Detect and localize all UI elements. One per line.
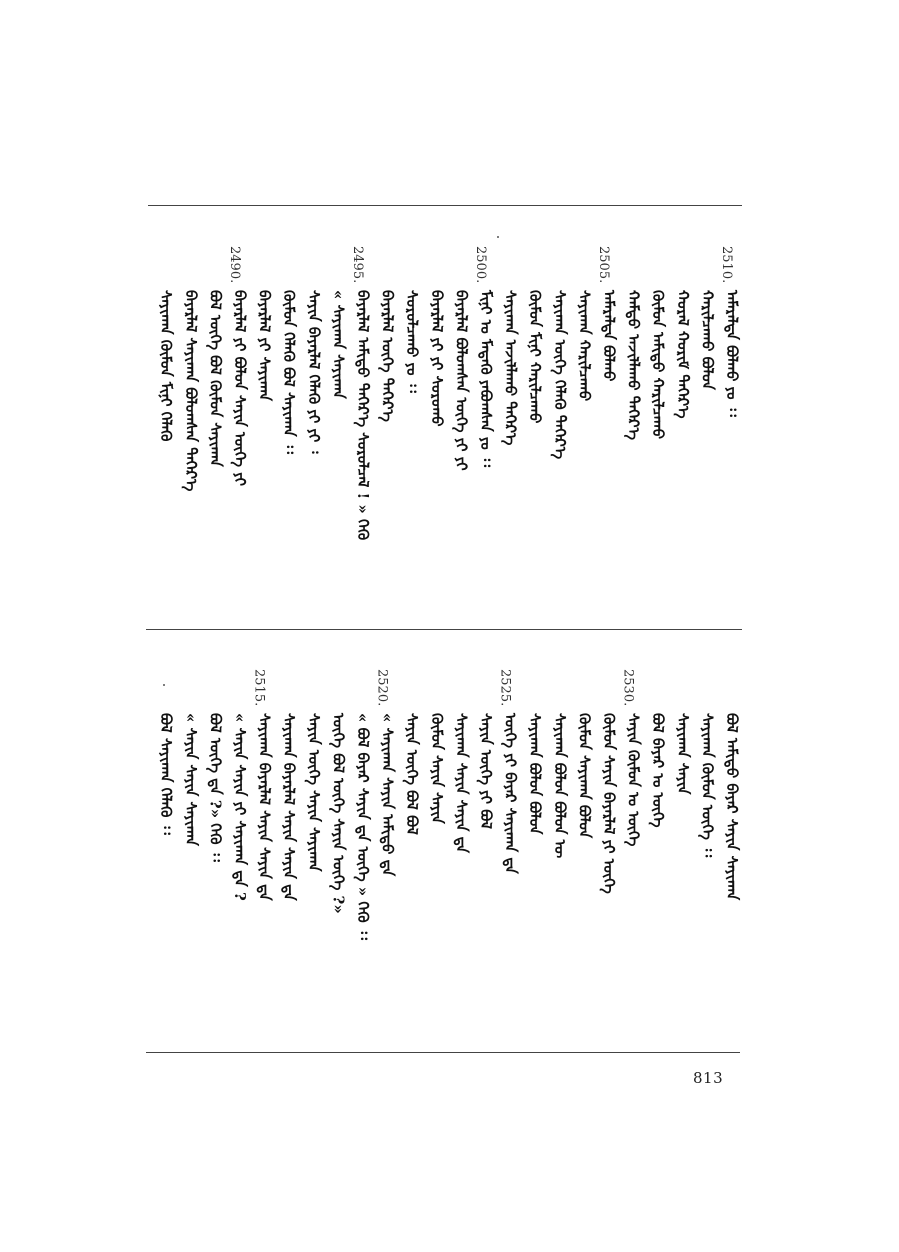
line-number: 2505. <box>596 246 611 284</box>
verse-line: ᠬᠦᠮᠦᠨ ᠰᠠᠶᠢᠨ ᠰᠠᠶᠢᠨ <box>427 713 446 824</box>
verse-line: ᠪᠠᠶᠠᠷᠯᠠᠯ ᠦᠭᠡ ᠳᠡᠭᠡᠷ᠎ᠡ <box>378 290 397 422</box>
verse-line: ᠦᠭᠡ ᠪᠣᠯ ᠦᠭᠡ ᠰᠠᠶᠢᠨ ᠦᠭᠡ ?» <box>329 713 348 914</box>
verse-line: ᠰᠠᠶᠢᠬᠠᠨ ᠪᠠᠶᠠᠷᠯᠠᠯ ᠰᠠᠶᠢᠨ ᠰᠠᠶᠢᠨ ᠳᠡ <box>255 713 274 901</box>
verse-line: ᠬᠤᠷᠠᠯ ᠬᠤᠷᠢᠮ ᠳᠡᠭᠡᠷ᠎ᠡ <box>673 290 692 419</box>
verse-line: ᠪᠣᠯ ᠦᠭᠡ ᠳᠡ ?᠋» ᠭᠡᠬᠦ ᠄᠄ <box>206 713 225 862</box>
verse-line: ᠬᠠᠷᠢᠯᠴᠠᠬᠤ ᠪᠣᠯᠤᠨ <box>698 290 717 390</box>
verse-line: ᠪᠠᠶᠠᠷᠯᠠᠯ ᠶᠢ ᠪᠣᠯᠤᠨ ᠰᠠᠶᠢᠨ ᠦᠭᠡ ᠶᠢ <box>231 290 249 487</box>
verse-line: ᠬᠦᠮᠦᠨ ᠮᠢᠨᠢ ᠬᠠᠷᠢᠯᠴᠠᠬᠤ <box>526 290 545 424</box>
verse-line: ᠰᠠᠶᠢᠬᠠᠨ ᠪᠣᠯᠤᠨ ᠪᠣᠯᠤᠨ <box>526 713 545 835</box>
bottom-rule <box>146 1052 740 1053</box>
verse-line: « ᠰᠠᠶᠢᠨ ᠰᠠᠶᠢᠨ ᠰᠠᠶᠢᠬᠠᠨ <box>181 713 200 846</box>
verse-line: ᠰᠠᠶᠢᠨ ᠦᠭᠡ ᠶᠢ ᠪᠣᠯ <box>477 713 495 829</box>
verse-line: ᠪᠣᠯ ᠰᠠᠶᠢᠬᠠᠨ ᠬᠡᠯᠡᠬᠦ ᠄᠄ <box>157 713 176 835</box>
verse-line: ᠪᠠᠶᠠᠷᠯᠠᠯ ᠶᠢ ᠰᠠᠶᠢᠬᠠᠨ <box>255 290 274 402</box>
verse-line: ᠰᠠᠶᠢᠨ ᠬᠦᠮᠦᠨ ᠤ ᠦᠭᠡ <box>624 713 643 847</box>
verse-line: ᠰᠠᠶᠢᠨ ᠦᠭᠡ ᠪᠣᠯ ᠪᠣᠯ <box>403 713 422 835</box>
page-number: 813 <box>693 1069 724 1087</box>
verse-line: « ᠰᠠᠶᠢᠬᠠᠨ ᠰᠠᠶᠢᠨ ᠠᠮᠢᠳᠤ ᠳᠡ <box>378 713 397 877</box>
verse-line: ᠪᠣᠯ ᠠᠮᠢᠳᠤ ᠪᠠᠶᠠᠷ ᠰᠠᠶᠢᠨ ᠰᠠᠶᠢᠬᠠᠨ <box>723 713 741 901</box>
line-number: 2495. <box>350 246 365 284</box>
verse-line: ᠬᠦᠮᠦᠨ ᠰᠠᠶᠢᠨ ᠪᠠᠶᠠᠷᠯᠠᠯ ᠶᠢ ᠦᠭᠡ <box>600 713 618 894</box>
verse-line: ᠮᠢᠨᠢ ᠤ ᠮᠡᠳᠡᠬᠦ ᠶᠠᠪᠤᠭᠰᠠᠨ ᠶᠤ ᠄᠄ <box>477 290 495 468</box>
verse-line: ᠰᠠᠶᠢᠬᠠᠨ ᠬᠦᠮᠦᠨ ᠦᠭᠡ ᠄᠄ <box>698 713 717 858</box>
line-number: 2530. <box>620 669 636 707</box>
verse-line: ᠰᠠᠶᠢᠬᠠᠨ ᠦᠭᠡ ᠬᠡᠯᠡᠬᠦ ᠳᠡᠭᠡᠷ᠎ᠡ <box>550 290 569 460</box>
line-number: 2515. <box>251 669 267 707</box>
verse-line: « ᠰᠠᠶᠢᠬᠠᠨ ᠰᠠᠶᠢᠬᠠᠨ <box>329 290 348 399</box>
line-number: 2500. <box>473 246 488 284</box>
top-rule <box>148 205 742 206</box>
verse-line: ᠰᠠᠶᠢᠨ ᠪᠠᠶᠠᠷᠯᠠᠯ ᠬᠡᠯᠡᠬᠦ ᠶᠢ ᠶᠢ ᠄ <box>304 290 323 454</box>
verse-line: ᠦᠭᠡ ᠶᠢ ᠪᠠᠶᠠᠷ ᠰᠠᠶᠢᠬᠠᠨ ᠳᠡ <box>501 713 520 874</box>
line-number: 2510. <box>719 246 734 284</box>
verse-line: ᠰᠠᠶᠢᠬᠠᠨ ᠰᠠᠶᠢᠨ <box>673 713 692 795</box>
verse-line: ᠰᠠᠶᠢᠬᠠᠨ ᠪᠣᠯᠤᠨ ᠪᠣᠯᠤᠨ ᠦ <box>550 713 569 859</box>
speck-mark <box>497 236 499 238</box>
verse-line: ᠪᠠᠶᠠᠷᠯᠠᠯ ᠰᠠᠶᠢᠬᠠᠨ ᠪᠣᠯᠤᠭᠰᠠᠨ ᠳᠡᠭᠡᠷ᠎ᠡ <box>181 290 200 492</box>
verse-line: « ᠰᠠᠶᠢᠨ ᠰᠠᠶᠢᠨ ᠶᠢ ᠰᠠᠶᠢᠬᠠᠨ ᠳᠡ ? <box>231 713 249 901</box>
verse-line: ᠰᠠᠶᠢᠬᠠᠨ ᠪᠠᠶᠠᠷᠯᠠᠯ ᠰᠠᠶᠢᠨ ᠰᠠᠶᠢᠨ ᠳᠡ <box>280 713 299 901</box>
speck-mark <box>163 684 165 686</box>
verse-line: ᠪᠣᠯ ᠪᠠᠶᠠᠷ ᠤ ᠦᠭᠡ <box>649 713 668 828</box>
verse-line: ᠰᠠᠶᠢᠨ ᠦᠭᠡ ᠰᠠᠶᠢᠨ ᠰᠠᠶᠢᠬᠠᠨ <box>304 713 323 872</box>
verse-line: ᠰᠠᠶᠢᠬᠠᠨ ᠬᠠᠷᠢᠯᠴᠠᠬᠤ <box>575 290 594 402</box>
verse-line: ᠠᠮᠠᠷᠠᠯᠲᠠ ᠪᠣᠯᠬᠤ <box>600 290 618 382</box>
verse-line: « ᠪᠣᠯ ᠪᠠᠶᠠᠷ ᠰᠠᠶᠢᠨ ᠳᠡ ᠦᠭᠡ » ᠭᠡᠬᠦ ᠄᠄ <box>354 713 372 940</box>
line-number: 2520. <box>374 669 390 707</box>
verse-line: ᠪᠣᠯ ᠦᠭᠡ ᠪᠣᠯ ᠬᠦᠮᠦᠨ ᠰᠠᠶᠢᠬᠠᠨ <box>206 290 225 467</box>
verse-line: ᠪᠠᠶᠠᠷᠯᠠᠯ ᠶᠢ ᠶᠢ ᠰᠤᠷᠤᠬᠤ <box>427 290 446 427</box>
verse-line: ᠬᠠᠮᠲᠤ ᠠᠵᠢᠯᠯᠠᠬᠤ ᠳᠡᠭᠡᠷ᠎ᠡ <box>624 290 643 440</box>
verse-line: ᠪᠠᠶᠠᠷᠯᠠᠯ ᠪᠣᠯᠤᠭᠰᠠᠨ ᠦᠭᠡ ᠶᠢ ᠶᠢ <box>452 290 471 471</box>
verse-line: ᠰᠠᠶᠢᠬᠠᠨ ᠬᠦᠮᠦᠨ ᠮᠢᠨᠢ ᠬᠡᠯᠡᠬᠦ <box>157 290 176 442</box>
verse-line: ᠬᠦᠮᠦᠨ ᠬᠡᠯᠡᠬᠦ ᠪᠣᠯ ᠰᠠᠶᠢᠬᠠᠨ ᠄᠄ <box>280 290 299 454</box>
verse-line: ᠰᠤᠷᠤᠯᠴᠠᠬᠤ ᠶᠤ ᠄᠄ <box>403 290 422 393</box>
line-number: 2525. <box>497 669 513 707</box>
verse-line: ᠬᠦᠮᠦᠨ ᠰᠠᠶᠢᠬᠠᠨ ᠪᠣᠯᠤᠨ <box>575 713 594 839</box>
verse-line: ᠪᠠᠶᠠᠷᠯᠠᠯ ᠠᠮᠢᠳᠤ ᠳᠡᠭᠡᠷ᠎ᠡ ᠰᠤᠷᠤᠯᠴᠠᠯ !᠋ » ᠭᠡᠬᠦ <box>354 290 372 541</box>
verse-line: ᠰᠠᠶᠢᠬᠠᠨ ᠠᠵᠢᠯᠯᠠᠬᠤ ᠳᠡᠭᠡᠷ᠎ᠡ <box>501 290 520 446</box>
verse-line: ᠰᠠᠶᠢᠬᠠᠨ ᠰᠠᠶᠢᠨ ᠰᠠᠶᠢᠨ ᠳᠡ <box>452 713 471 854</box>
verse-line: ᠬᠦᠮᠦᠨ ᠠᠮᠢᠳᠤ ᠬᠠᠷᠢᠯᠴᠠᠬᠤ <box>649 290 668 439</box>
middle-rule <box>146 629 742 630</box>
verse-line: ᠠᠮᠠᠷᠠᠯᠲᠠ ᠪᠣᠯᠬᠤ ᠶᠤ ᠄᠄ <box>723 290 741 417</box>
line-number: 2490. <box>227 246 242 284</box>
